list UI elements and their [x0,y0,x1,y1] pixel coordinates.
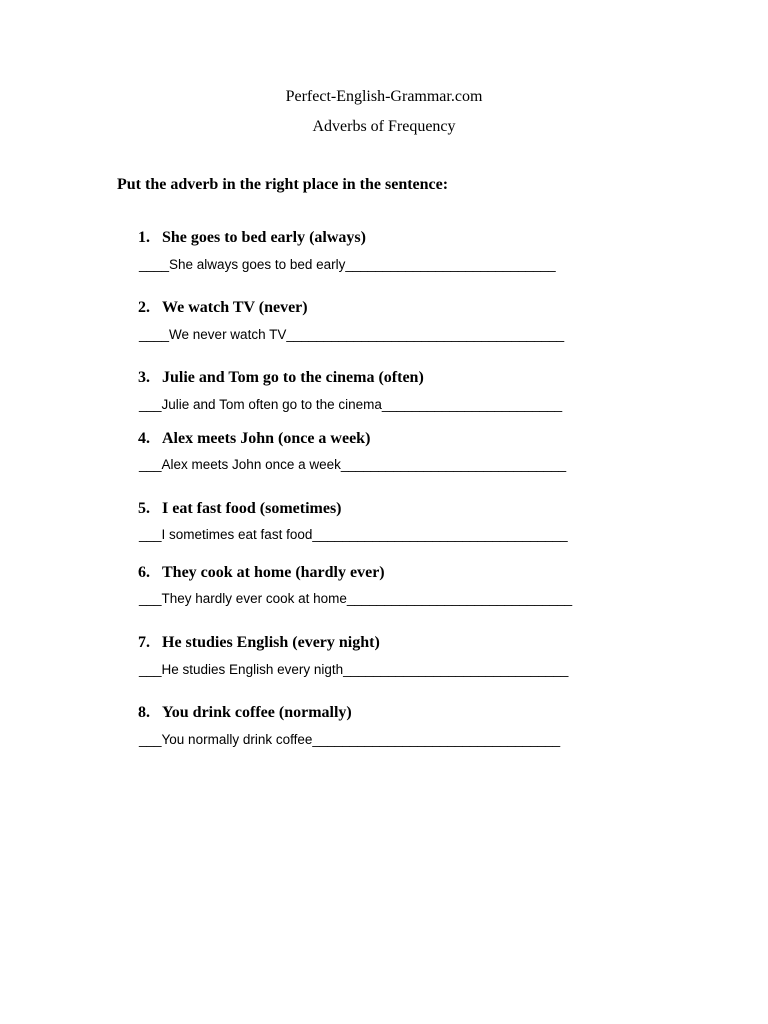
question-number: 6. [138,564,150,581]
answer-6: ___They hardly ever cook at home______________________________ [139,591,573,606]
question-text: He studies English (every night) [162,634,380,651]
answer-3: ___Julie and Tom often go to the cinema________________________ [139,397,563,412]
question-number: 4. [138,430,150,447]
question-number: 5. [138,500,150,517]
answer-7: ___He studies English every nigth______________________________ [139,662,569,677]
question-7 [138,634,380,652]
answer-1: ____She always goes to bed early____________________________ [139,257,556,272]
question-8 [138,704,352,722]
question-number: 1. [138,229,150,246]
question-text: They cook at home (hardly ever) [162,564,385,581]
question-number: 8. [138,704,150,721]
question-text: I eat fast food (sometimes) [162,500,342,517]
question-5 [138,500,342,518]
question-number: 2. [138,299,150,316]
question-text: You drink coffee (normally) [162,704,352,721]
answer-4: ___Alex meets John once a week______________________________ [139,457,567,472]
question-3 [138,369,424,387]
worksheet-title: Adverbs of Frequency [312,118,456,135]
question-4 [138,430,370,448]
question-1 [138,229,366,247]
question-text: Alex meets John (once a week) [162,430,371,447]
question-2 [138,299,308,317]
question-number: 3. [138,369,150,386]
answer-8: ___You normally drink coffee_________________________________ [139,732,561,747]
question-6 [138,564,385,582]
answer-5: ___I sometimes eat fast food__________________________________ [139,527,568,542]
site-title: Perfect-English-Grammar.com [285,88,483,105]
question-text: She goes to bed early (always) [162,229,366,246]
question-text: We watch TV (never) [162,299,308,316]
question-text: Julie and Tom go to the cinema (often) [162,369,424,386]
question-number: 7. [138,634,150,651]
answer-2: ____We never watch TV_____________________________________ [139,327,565,342]
instruction: Put the adverb in the right place in the sentence: [117,176,449,193]
